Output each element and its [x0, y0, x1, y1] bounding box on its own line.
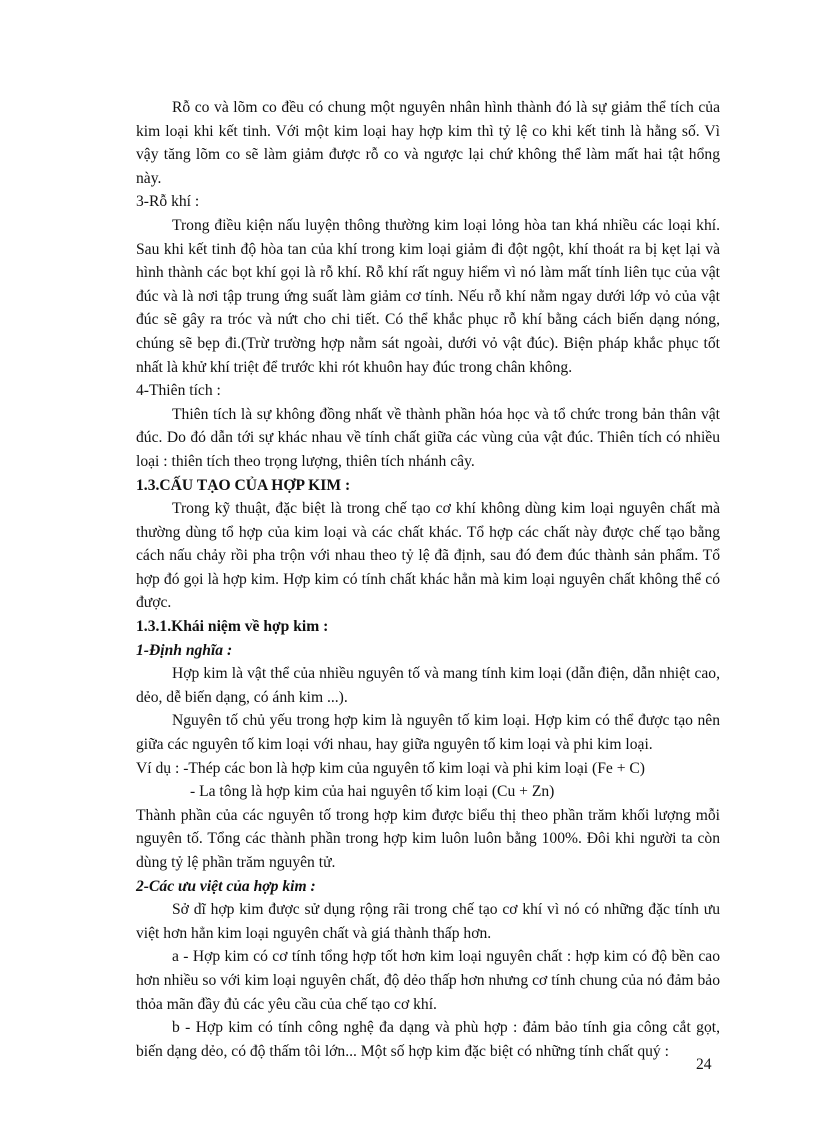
heading-advantages: 2-Các ưu việt của hợp kim : [136, 877, 316, 895]
paragraph-segregation: Thiên tích là sự không đồng nhất về thành phần hóa học và tổ chức trong bản thân vật đúc. Do đó dẫn tới sự khác nhau về tính chất giữa các vùng của vật đúc. Thiên tích có nhiều loại : thiên tích theo trọng lượng, thiên tích nhánh cây. [136, 405, 720, 470]
paragraph-advantages-intro: Sở dĩ hợp kim được sử dụng rộng rãi trong chế tạo cơ khí vì nó có những đặc tính ưu việt hơn hẳn kim loại nguyên chất và giá thành thấp hơn. [136, 901, 720, 942]
paragraph-main-elements: Nguyên tố chủ yếu trong hợp kim là nguyên tố kim loại. Hợp kim có thể được tạo nên giữa các nguyên tố kim loại với nhau, hay giữa nguyên tố kim loại và phi kim loại. [136, 712, 720, 754]
page-number: 24 [696, 1056, 712, 1073]
paragraph-composition: Thành phần của các nguyên tố trong hợp kim được biểu thị theo phần trăm khối lượng mỗi nguyên tố. Tổng các thành phần trong hợp kim luôn luôn bằng 100%. Đôi khi người ta còn dùng tỷ lệ phần trăm nguyên tử. [136, 806, 720, 871]
heading-segregation: 4-Thiên tích : [136, 382, 221, 400]
example-steel: Ví dụ : -Thép các bon là hợp kim của nguyên tố kim loại và phi kim loại (Fe + C) [136, 759, 646, 777]
section-heading-alloy-structure: 1.3.CẤU TẠO CỦA HỢP KIM : [136, 476, 351, 494]
paragraph-advantage-b: b - Hợp kim có tính công nghệ đa dạng và phù hợp : đảm bảo tính gia công cắt gọt, biến dạng dẻo, có độ thấm tôi lớn... Một số hợp kim đặc biệt có những tính chất quý : [136, 1019, 720, 1060]
paragraph-advantage-a: a - Hợp kim có cơ tính tổng hợp tốt hơn kim loại nguyên chất : hợp kim có độ bền cao hơn nhiều so với kim loại nguyên chất, độ dẻo thấp hơn nhưng cơ tính chung của nó đảm bảo thỏa mãn đầy đủ các yêu cầu của chế tạo cơ khí. [136, 948, 720, 1013]
paragraph-gas-porosity: Trong điều kiện nấu luyện thông thường kim loại lỏng hòa tan khá nhiều các loại khí. Sau khi kết tinh độ hòa tan của khí trong kim loại giảm đi đột ngột, khí thoát ra bị kẹt lại và hình thành các bọt khí gọi là rỗ khí. Rỗ khí rất nguy hiểm vì nó làm mất tính liên tục của vật đúc và là nơi tập trung ứng suất làm giảm cơ tính. Nếu rỗ khí nằm ngay dưới lớp vỏ của vật đúc sẽ gây ra tróc và nứt cho chi tiết. Có thể khắc phục rỗ khí bằng cách biến dạng nóng, chúng sẽ bẹp đi.(Trừ trường hợp nằm sát ngoài, dưới vỏ vật đúc). Biện pháp khắc phục tốt nhất là khử khí triệt để trước khi rót khuôn hay đúc trong chân không. [136, 216, 720, 376]
subsection-heading-alloy-concept: 1.3.1.Khái niệm về hợp kim : [136, 618, 329, 636]
heading-definition: 1-Định nghĩa : [136, 641, 233, 659]
paragraph-shrinkage: Rỗ co và lõm co đều có chung một nguyên nhân hình thành đó là sự giảm thể tích của kim loại khi kết tinh. Với một kim loại hay hợp kim thì tỷ lệ co khi kết tinh là hằng số. Vì vậy tăng lõm co sẽ làm giảm được rỗ co và ngược lại chứ không thể làm mất hai tật hổng này. [136, 99, 720, 187]
document-page [136, 96, 720, 1063]
paragraph-definition: Hợp kim là vật thể của nhiều nguyên tố và mang tính kim loại (dẫn điện, dẫn nhiệt cao, dẻo, dễ biến dạng, có ánh kim ...). [136, 665, 720, 706]
example-brass: - La tông là hợp kim của hai nguyên tố kim loại (Cu + Zn) [190, 783, 555, 801]
paragraph-alloy-intro: Trong kỹ thuật, đặc biệt là trong chế tạo cơ khí không dùng kim loại nguyên chất mà thường dùng tổ hợp của kim loại và các chất khác. Tổ hợp các chất này được chế tạo bằng cách nấu chảy rồi pha trộn với nhau theo tỷ lệ đã định, sau đó đem đúc thành sản phẩm. Tổ hợp đó gọi là hợp kim. Hợp kim có tính chất khác hẳn mà kim loại nguyên chất không thể có được. [136, 500, 720, 612]
heading-gas-porosity: 3-Rỗ khí : [136, 193, 200, 211]
